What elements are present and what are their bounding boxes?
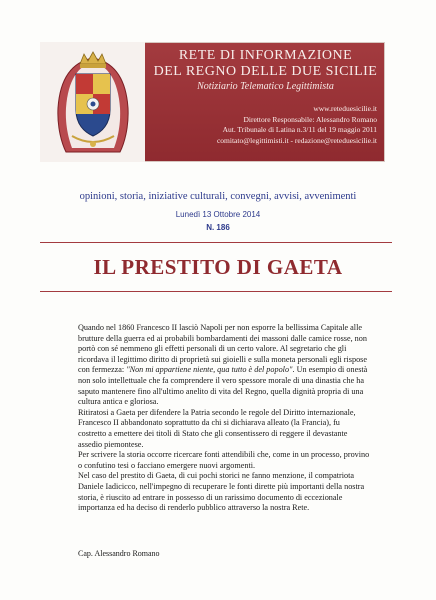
author-signature: Cap. Alessandro Romano (78, 549, 160, 558)
bottom-divider (40, 291, 392, 292)
paragraph-2: Ritiratosi a Gaeta per difendere la Patria secondo le regole del Diritto internazionale, Francesco II abbandonato soprattutto da chi si dichiarava alleato (la Francia), fu costretto a emettere dei titoli di Stato che gli consentissero di reggere il devastante assedio piemontese. (78, 407, 356, 449)
royal-coat-of-arms-icon (40, 42, 145, 162)
banner-text (148, 48, 383, 92)
paragraph-3: Per scrivere la storia occorre ricercare fonti attendibili che, come in un processo, provino o confutino tesi o facciano emergere nuovi argomenti. (78, 450, 370, 470)
top-divider (40, 242, 392, 243)
article-body (78, 323, 370, 514)
issue-date: Lunedì 13 Ottobre 2014 (175, 210, 261, 219)
newsletter-subtitle: opinioni, storia, iniziative culturali, convegni, avvisi, avvenimenti (79, 191, 357, 202)
director-line: Direttore Responsabile: Alessandro Romano (243, 114, 377, 124)
email-links[interactable]: comitato@legittimisti.it - redazione@reteduesicilie.it (216, 135, 377, 145)
king-quote: "Non mi appartiene niente, qua tutto è del popolo" (126, 365, 293, 375)
website-link[interactable]: www.reteduesicilie.it (313, 104, 377, 113)
header-banner (40, 42, 385, 162)
publication-details (217, 104, 377, 146)
paragraph-1: Quando nel 1860 Francesco II lasciò Napoli per non esporre la bellissima Capitale alle brutture della guerra ed ai probabili bombardamenti dei massoni dalle camice rosse, non portò con sé nemmeno gli effetti personali di un certo valore. Al segretario che gli ricordava il legittimo diritto di proprietà sui gioielli e sulla moneta personali egli rispose con fermezza: "Non mi appartiene niente, qua tutto è del popolo". Un esempio di onestà non solo intellettuale che fa comprendere il vero spessore morale di una dinastia che ha saputo mantenere fino all'ultimo anelito di vita del Regno, quella dignità propria di una cultura antica e gloriosa. (78, 323, 368, 407)
publication-tagline: Notiziario Telematico Legittimista (197, 81, 334, 92)
publication-name-line2: DEL REGNO DELLE DUE SICILIE (153, 64, 378, 79)
article-title: IL PRESTITO DI GAETA (93, 255, 343, 279)
publication-name-line1: RETE DI INFORMAZIONE (178, 48, 353, 63)
authorization-line: Aut. Tribunale di Latina n.3/11 del 19 maggio 2011 (222, 125, 377, 134)
issue-number: N. 186 (206, 223, 230, 232)
paragraph-4: Nel caso del prestito di Gaeta, di cui pochi storici ne fanno menzione, il compatriota Daniele Iadicicco, nell'impegno di recuperare le fonti dirette più importanti della nostra storia, è riuscito ad entrare in possesso di un rarissimo documento di eccezionale importanza ed ha deciso di renderlo pubblico attraverso la nostra Rete. (78, 471, 365, 513)
